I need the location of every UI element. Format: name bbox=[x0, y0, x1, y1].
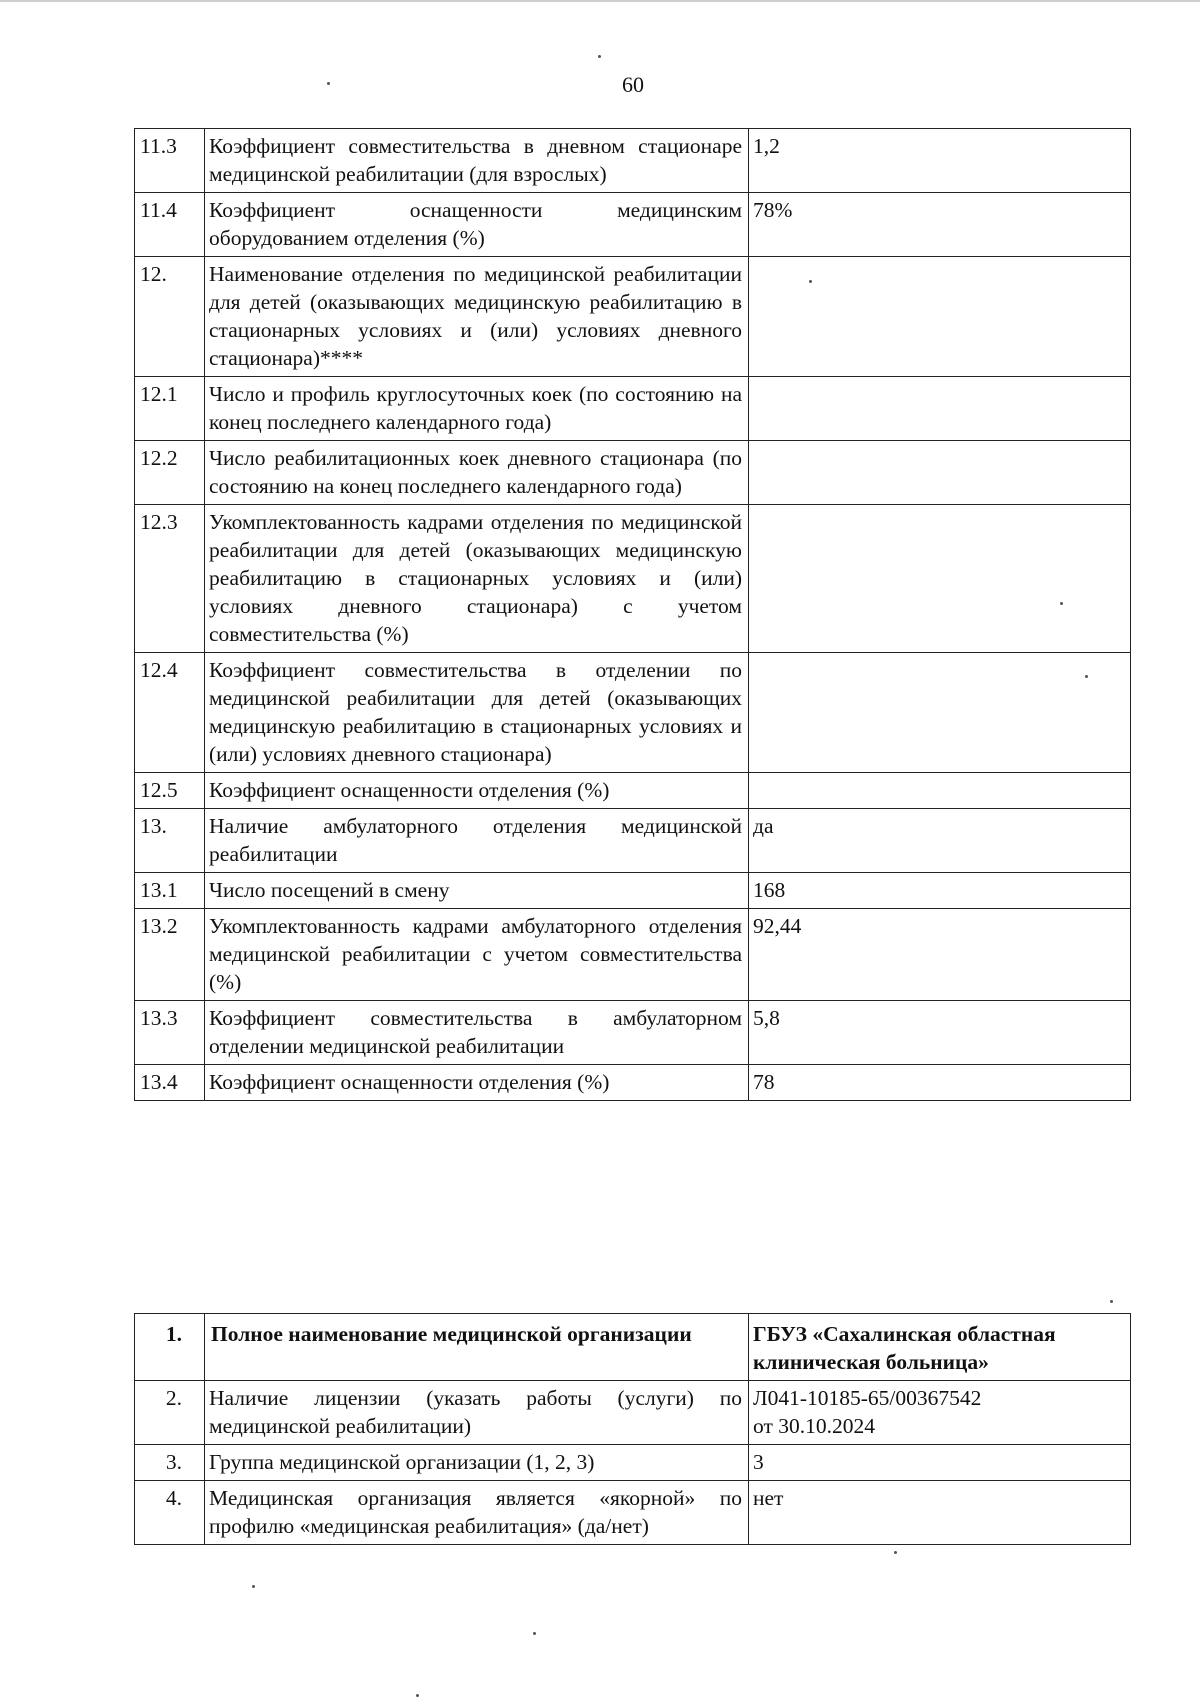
table-row bbox=[135, 909, 1131, 1001]
row-value bbox=[749, 653, 1131, 773]
row-label: Укомплектованность кадрами отделения по медицинской реабилитации для детей (оказывающих медицинскую реабилитацию в стационарных условиях и (или) условиях дневного стационара) с учетом совместительства (%) bbox=[205, 505, 749, 653]
scan-speck bbox=[1060, 602, 1063, 605]
row-label: Наличие амбулаторного отделения медицинской реабилитации bbox=[205, 809, 749, 873]
row-number: 12. bbox=[135, 257, 205, 377]
table-row bbox=[135, 873, 1131, 909]
scan-speck bbox=[1085, 675, 1088, 678]
row-label: Число реабилитационных коек дневного стационара (по состоянию на конец последнего календарного года) bbox=[205, 441, 749, 505]
row-label: Наименование отделения по медицинской реабилитации для детей (оказывающих медицинскую реабилитацию в стационарных условиях и (или) условиях дневного стационара)**** bbox=[205, 257, 749, 377]
row-label: Коэффициент совместительства в отделении по медицинской реабилитации для детей (оказывающих медицинскую реабилитацию в стационарных условиях и (или) условиях дневного стационара) bbox=[205, 653, 749, 773]
row-number: 12.2 bbox=[135, 441, 205, 505]
row-value: 78% bbox=[749, 193, 1131, 257]
scan-speck bbox=[598, 55, 601, 58]
scan-speck bbox=[894, 1551, 897, 1554]
scan-speck bbox=[252, 1585, 255, 1588]
row-number: 13.4 bbox=[135, 1065, 205, 1101]
license-value bbox=[749, 1381, 1131, 1445]
indicators-table bbox=[134, 128, 1131, 1101]
row-number: 11.4 bbox=[135, 193, 205, 257]
table-row bbox=[135, 1001, 1131, 1065]
row-label: Медицинская организация является «якорной» по профилю «медицинская реабилитация» (да/нет) bbox=[205, 1481, 749, 1545]
table-row bbox=[135, 505, 1131, 653]
row-number: 12.5 bbox=[135, 773, 205, 809]
license-date: от 30.10.2024 bbox=[753, 1414, 875, 1438]
row-value: 5,8 bbox=[749, 1001, 1131, 1065]
row-number: 2. bbox=[135, 1381, 205, 1445]
row-number: 12.4 bbox=[135, 653, 205, 773]
scan-speck bbox=[533, 1632, 536, 1635]
table-row bbox=[135, 1381, 1131, 1445]
table-row bbox=[135, 257, 1131, 377]
table-row bbox=[135, 377, 1131, 441]
table-header-row bbox=[135, 1314, 1131, 1381]
row-value bbox=[749, 377, 1131, 441]
table-row bbox=[135, 1481, 1131, 1545]
page-number: 60 bbox=[622, 72, 644, 97]
row-value: нет bbox=[749, 1481, 1131, 1545]
table-row bbox=[135, 1065, 1131, 1101]
row-number: 13.1 bbox=[135, 873, 205, 909]
row-number: 1. bbox=[135, 1314, 205, 1381]
row-number: 11.3 bbox=[135, 129, 205, 193]
row-label: Коэффициент оснащенности отделения (%) bbox=[205, 1065, 749, 1101]
scan-speck bbox=[1110, 1300, 1113, 1303]
row-label: Полное наименование медицинской организации bbox=[205, 1314, 749, 1381]
row-number: 12.1 bbox=[135, 377, 205, 441]
row-value: 168 bbox=[749, 873, 1131, 909]
row-label: Коэффициент совместительства в дневном стационаре медицинской реабилитации (для взрослых) bbox=[205, 129, 749, 193]
organization-name: ГБУЗ «Сахалинская областная клиническая больница» bbox=[749, 1314, 1131, 1381]
row-number: 13. bbox=[135, 809, 205, 873]
row-value: да bbox=[749, 809, 1131, 873]
row-number: 4. bbox=[135, 1481, 205, 1545]
table-row bbox=[135, 193, 1131, 257]
row-value: 78 bbox=[749, 1065, 1131, 1101]
table-row bbox=[135, 441, 1131, 505]
row-number: 13.2 bbox=[135, 909, 205, 1001]
scan-speck bbox=[416, 1694, 419, 1697]
license-number: Л041-10185-65/00367542 bbox=[753, 1386, 982, 1410]
row-label: Коэффициент оснащенности отделения (%) bbox=[205, 773, 749, 809]
row-value: 1,2 bbox=[749, 129, 1131, 193]
scan-speck bbox=[809, 280, 812, 283]
row-label: Коэффициент оснащенности медицинским оборудованием отделения (%) bbox=[205, 193, 749, 257]
organization-table bbox=[134, 1313, 1131, 1545]
top-border-line bbox=[0, 0, 1200, 2]
row-label: Группа медицинской организации (1, 2, 3) bbox=[205, 1445, 749, 1481]
row-label: Укомплектованность кадрами амбулаторного отделения медицинской реабилитации с учетом совместительства (%) bbox=[205, 909, 749, 1001]
table-row bbox=[135, 773, 1131, 809]
row-value: 92,44 bbox=[749, 909, 1131, 1001]
row-label: Число и профиль круглосуточных коек (по состоянию на конец последнего календарного года) bbox=[205, 377, 749, 441]
table-row bbox=[135, 653, 1131, 773]
row-value bbox=[749, 441, 1131, 505]
row-value bbox=[749, 257, 1131, 377]
row-value bbox=[749, 773, 1131, 809]
table-row bbox=[135, 1445, 1131, 1481]
row-label: Наличие лицензии (указать работы (услуги) по медицинской реабилитации) bbox=[205, 1381, 749, 1445]
row-number: 3. bbox=[135, 1445, 205, 1481]
table-row bbox=[135, 809, 1131, 873]
row-value: 3 bbox=[749, 1445, 1131, 1481]
row-label: Коэффициент совместительства в амбулаторном отделении медицинской реабилитации bbox=[205, 1001, 749, 1065]
row-number: 13.3 bbox=[135, 1001, 205, 1065]
row-number: 12.3 bbox=[135, 505, 205, 653]
scan-speck bbox=[327, 82, 330, 85]
row-value bbox=[749, 505, 1131, 653]
table-row bbox=[135, 129, 1131, 193]
row-label: Число посещений в смену bbox=[205, 873, 749, 909]
